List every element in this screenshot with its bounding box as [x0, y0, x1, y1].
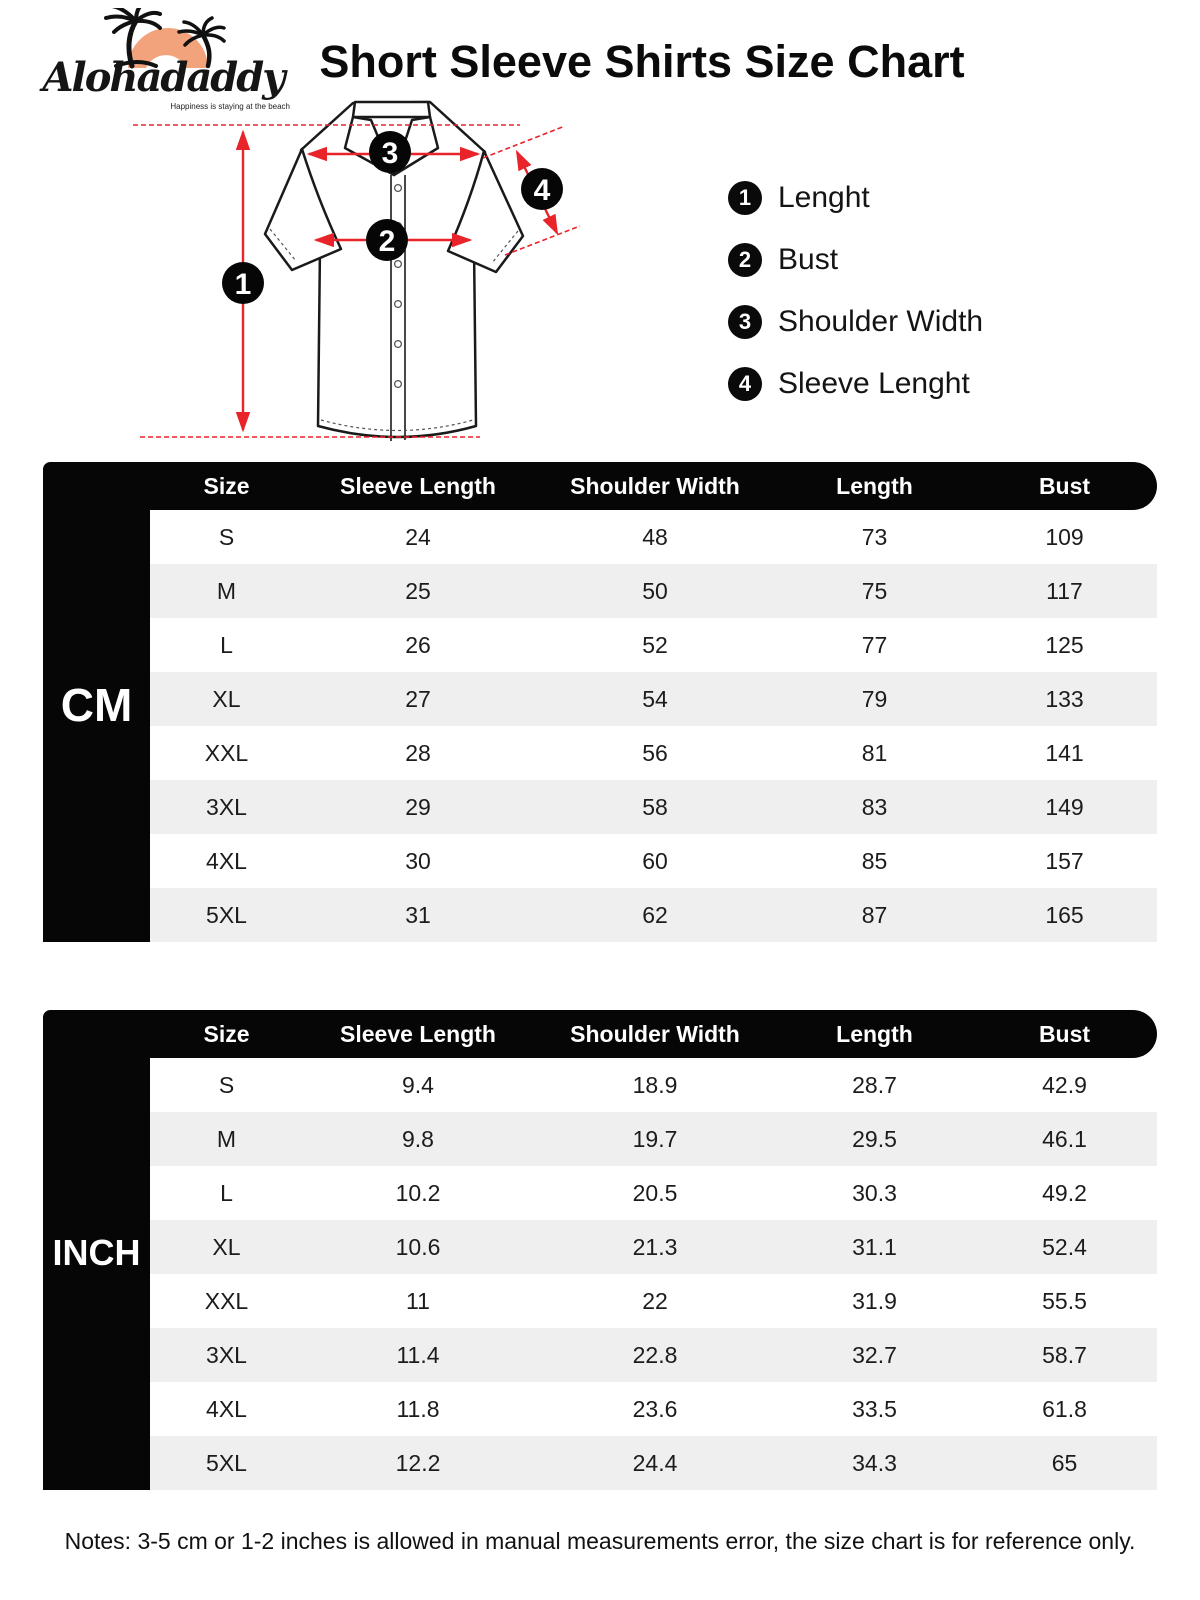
table-body-inch — [150, 1058, 1157, 1490]
table-cell: 10.6 — [395, 1233, 441, 1260]
table-row — [150, 1166, 1157, 1220]
table-cell: 42.9 — [1042, 1071, 1087, 1098]
table-cell: 5XL — [206, 1449, 247, 1476]
size-table-cm — [43, 462, 1157, 942]
legend-label: Sleeve Lenght — [778, 367, 970, 400]
legend-label: Bust — [778, 243, 839, 276]
table-cell: S — [218, 1071, 235, 1098]
table-cell: 29.5 — [852, 1125, 897, 1152]
table-cell: 79 — [861, 685, 888, 712]
table-cell: 46.1 — [1042, 1125, 1087, 1152]
table-cell: 141 — [1045, 739, 1084, 766]
table-cell: 12.2 — [395, 1449, 441, 1476]
svg-text:3: 3 — [381, 137, 399, 170]
table-row — [150, 1112, 1157, 1166]
table-cell: XXL — [204, 739, 249, 766]
table-cell: 58 — [642, 793, 668, 820]
table-cell: XL — [212, 1233, 241, 1260]
legend-item-length — [728, 180, 983, 216]
header-bust: Bust — [1038, 1020, 1091, 1047]
page-title: Short Sleeve Shirts Size Chart — [319, 36, 965, 87]
table-cell: 109 — [1045, 523, 1084, 550]
table-cell: 62 — [642, 901, 668, 928]
table-cell: 85 — [861, 847, 888, 874]
header-shoulder-width: Shoulder Width — [570, 1020, 740, 1047]
table-cell: 5XL — [206, 901, 247, 928]
table-cell: 32.7 — [852, 1341, 897, 1368]
table-cell: 65 — [1051, 1449, 1078, 1476]
table-header-row — [43, 1010, 1157, 1058]
table-cell: 48 — [642, 523, 668, 550]
table-cell: 30.3 — [852, 1179, 897, 1206]
table-header-row — [43, 462, 1157, 510]
table-cell: 22.8 — [632, 1341, 678, 1368]
table-cell: 58.7 — [1042, 1341, 1087, 1368]
table-cell: 24.4 — [632, 1449, 678, 1476]
table-cell: 9.4 — [402, 1071, 434, 1098]
table-cell: 157 — [1045, 847, 1084, 874]
header-sleeve-length: Sleeve Length — [340, 472, 496, 499]
unit-column-inch — [43, 1016, 150, 1490]
table-cell: M — [216, 1125, 237, 1152]
table-row — [150, 1436, 1157, 1490]
table-cell: 61.8 — [1042, 1395, 1087, 1422]
legend-item-shoulder-width — [728, 304, 983, 340]
table-cell: L — [220, 1179, 233, 1206]
circled-4-icon: 4 — [728, 367, 762, 401]
table-cell: 117 — [1046, 577, 1083, 604]
table-row — [150, 510, 1157, 564]
table-cell: 26 — [405, 631, 431, 658]
table-cell: 22 — [642, 1287, 668, 1314]
table-cell: M — [216, 577, 237, 604]
table-cell: L — [220, 631, 233, 658]
legend-item-sleeve-length — [728, 366, 983, 402]
table-cell: 10.2 — [395, 1179, 441, 1206]
legend-item-bust — [728, 242, 983, 278]
size-table-inch — [43, 1010, 1157, 1490]
circled-1-icon: 1 — [728, 181, 762, 215]
table-cell: 52 — [642, 631, 668, 658]
table-row — [150, 1328, 1157, 1382]
table-cell: XXL — [204, 1287, 249, 1314]
table-cell: XL — [212, 685, 241, 712]
unit-label-cm: CM — [60, 679, 133, 731]
table-cell: 23.6 — [632, 1395, 678, 1422]
table-cell: 133 — [1045, 685, 1084, 712]
table-row — [150, 1382, 1157, 1436]
table-cell: 28 — [405, 739, 431, 766]
svg-text:1: 1 — [234, 268, 252, 301]
table-cell: 11 — [406, 1287, 430, 1314]
circled-3-icon: 3 — [728, 305, 762, 339]
table-row — [150, 618, 1157, 672]
table-row — [150, 834, 1157, 888]
table-cell: 29 — [405, 793, 431, 820]
table-cell: 56 — [642, 739, 668, 766]
table-row — [150, 1058, 1157, 1112]
header-size: Size — [203, 472, 250, 499]
table-cell: S — [218, 523, 235, 550]
table-cell: 27 — [405, 685, 431, 712]
table-cell: 73 — [861, 523, 888, 550]
header-size: Size — [203, 1020, 250, 1047]
table-cell: 83 — [861, 793, 888, 820]
table-cell: 11.8 — [396, 1395, 440, 1422]
shirt-diagram — [115, 88, 695, 458]
table-row — [150, 888, 1157, 942]
table-row — [150, 564, 1157, 618]
svg-text:2: 2 — [378, 225, 396, 258]
table-cell: 54 — [642, 685, 668, 712]
table-cell: 20.5 — [632, 1179, 678, 1206]
table-cell: 25 — [405, 577, 431, 604]
table-cell: 4XL — [206, 847, 247, 874]
table-cell: 31.9 — [852, 1287, 897, 1314]
measurement-legend — [728, 180, 983, 428]
header-sleeve-length: Sleeve Length — [340, 1020, 496, 1047]
table-cell: 50 — [642, 577, 668, 604]
table-cell: 3XL — [206, 1341, 247, 1368]
table-cell: 87 — [861, 901, 888, 928]
table-cell: 49.2 — [1042, 1179, 1087, 1206]
table-row — [150, 1220, 1157, 1274]
header-length: Length — [836, 472, 913, 499]
legend-label: Lenght — [778, 181, 870, 214]
table-row — [150, 726, 1157, 780]
table-cell: 81 — [861, 739, 888, 766]
svg-text:4: 4 — [533, 174, 551, 207]
table-cell: 60 — [642, 847, 668, 874]
table-cell: 19.7 — [632, 1125, 678, 1152]
table-cell: 31 — [405, 901, 431, 928]
table-cell: 77 — [861, 631, 888, 658]
table-cell: 34.3 — [852, 1449, 897, 1476]
table-cell: 75 — [861, 577, 888, 604]
table-cell: 28.7 — [852, 1071, 897, 1098]
table-cell: 21.3 — [632, 1233, 678, 1260]
header-bust: Bust — [1038, 472, 1091, 499]
legend-label: Shoulder Width — [778, 305, 984, 338]
table-row — [150, 1274, 1157, 1328]
brand-name: Alohadaddy — [42, 54, 284, 101]
table-cell: 18.9 — [632, 1071, 678, 1098]
table-row — [150, 672, 1157, 726]
unit-label-inch: INCH — [52, 1232, 141, 1273]
table-cell: 11.4 — [396, 1341, 440, 1368]
table-cell: 52.4 — [1042, 1233, 1087, 1260]
brand-tagline: Happiness is staying at the beach — [170, 102, 290, 111]
table-row — [150, 780, 1157, 834]
unit-column-cm — [43, 468, 150, 942]
circled-2-icon: 2 — [728, 243, 762, 277]
header-shoulder-width: Shoulder Width — [570, 472, 740, 499]
notes-text: Notes: 3-5 cm or 1-2 inches is allowed in manual measurements error, the size chart is for reference only. — [64, 1528, 1136, 1554]
table-body-cm — [150, 510, 1157, 942]
header-length: Length — [836, 1020, 913, 1047]
table-cell: 31.1 — [852, 1233, 897, 1260]
table-cell: 4XL — [206, 1395, 247, 1422]
table-cell: 24 — [405, 523, 431, 550]
table-cell: 3XL — [206, 793, 247, 820]
table-cell: 55.5 — [1042, 1287, 1087, 1314]
table-cell: 125 — [1045, 631, 1084, 658]
table-cell: 9.8 — [402, 1125, 434, 1152]
table-cell: 165 — [1045, 901, 1084, 928]
table-cell: 33.5 — [852, 1395, 897, 1422]
table-cell: 30 — [405, 847, 431, 874]
table-cell: 149 — [1045, 793, 1084, 820]
